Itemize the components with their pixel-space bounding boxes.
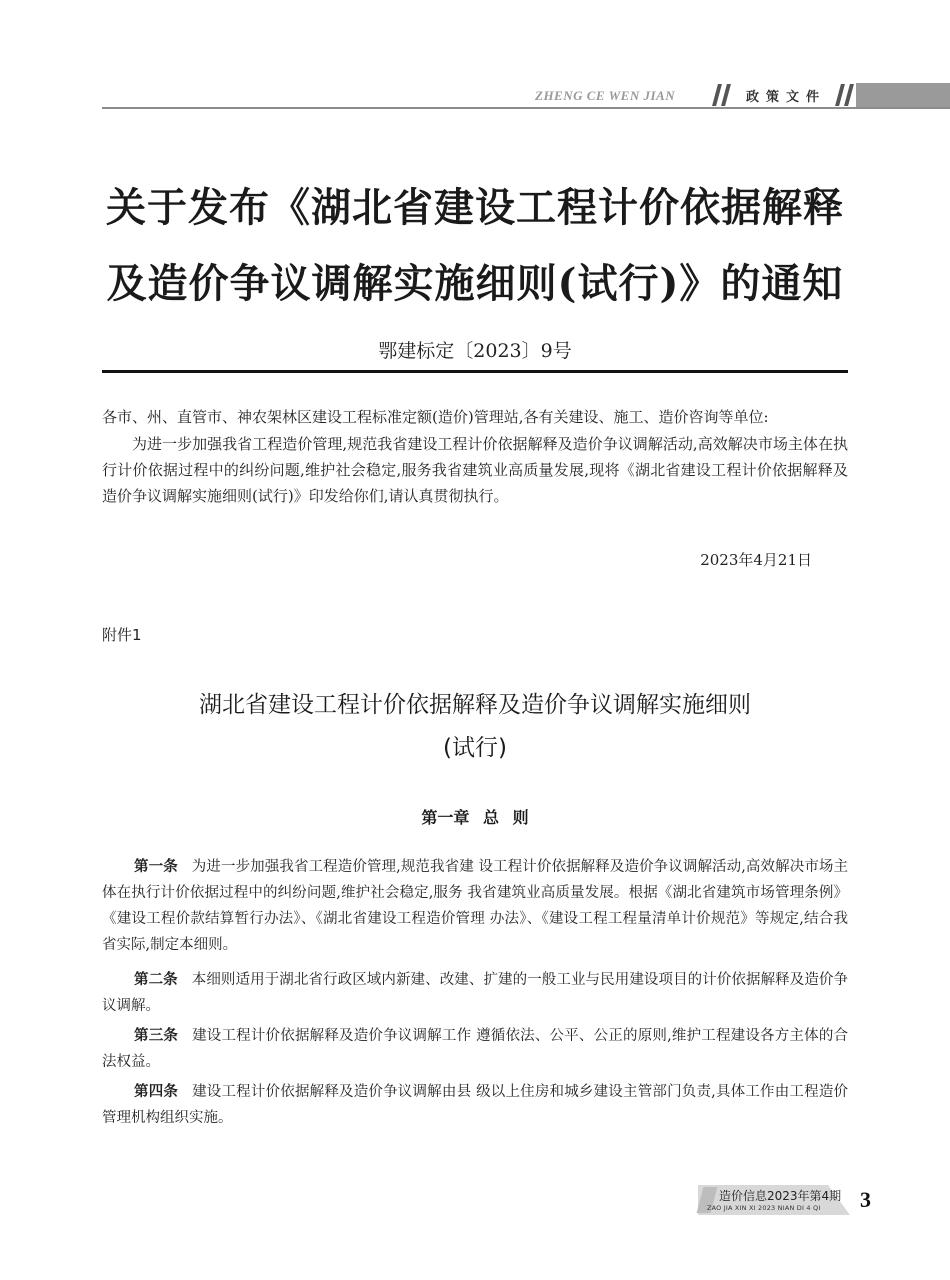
article-label: 第四条	[134, 1084, 179, 1100]
article-text: 为进一步加强我省工程造价管理,规范我省建 设工程计价依据解释及造价争议调解活动,高效解决市场主 体在执行计价依据过程中的纠纷问题,维护社会稳定,服务 我省建筑业高质量发展。根据《湖北省建筑市场管理条例》《建设工程价款结算暂行办法》、《湖北省建设工程造价管理 办法》、《建设工程工程量清单计价规范》等规定,结合我省实际,制定本细则。	[102, 859, 849, 953]
article-label: 第一条	[134, 859, 178, 875]
article	[102, 967, 848, 1019]
header-gray-band	[856, 83, 950, 107]
article-label: 第三条	[134, 1028, 179, 1044]
header-slash-decoration	[721, 84, 731, 106]
article-text: 建设工程计价依据解释及造价争议调解由县 级以上住房和城乡建设主管部门负责,具体工作由工程造价管理机构组织实施。	[102, 1084, 849, 1126]
article	[102, 1023, 848, 1075]
header-rule	[102, 107, 950, 109]
footer-journal-pinyin: ZAO JIA XIN XI 2023 NIAN DI 4 QI	[707, 1204, 821, 1212]
attachment-label: 附件1	[102, 626, 142, 644]
article-text: 本细则适用于湖北省行政区域内新建、改建、扩建的一般工业与民用建设项目的计价依据解释及造价争议调解。	[102, 972, 849, 1014]
notice-title-line2: 及造价争议调解实施细则(试行)》的通知	[106, 260, 844, 307]
article-label: 第二条	[134, 972, 178, 988]
notice-title-line1: 关于发布《湖北省建设工程计价依据解释	[106, 184, 844, 231]
page-number: 3	[860, 1187, 871, 1212]
title-divider	[102, 370, 848, 373]
article-text: 建设工程计价依据解释及造价争议调解工作 遵循依法、公平、公正的原则,维护工程建设各方主体的合法权益。	[102, 1028, 849, 1070]
attachment-title: 湖北省建设工程计价依据解释及造价争议调解实施细则	[199, 692, 751, 718]
notice-addressee: 各市、州、直管市、神农架林区建设工程标准定额(造价)管理站,各有关建设、施工、造价咨询等单位:	[102, 408, 769, 426]
header-pinyin: ZHENG CE WEN JIAN	[535, 88, 676, 103]
article	[102, 1079, 848, 1131]
chapter-heading: 第一章 总 则	[421, 808, 529, 827]
notice-date: 2023年4月21日	[700, 551, 812, 569]
document-number: 鄂建标定〔2023〕9号	[378, 340, 572, 362]
header-slash-decoration	[712, 84, 722, 106]
notice-body: 为进一步加强我省工程造价管理,规范我省建设工程计价依据解释及造价争议调解活动,高效解决市场主体在执行计价依据过程中的纠纷问题,维护社会稳定,服务我省建筑业高质量发展,现将《湖北省建设工程计价依据解释及造价争议调解实施细则(试行)》印发给你们,请认真贯彻执行。	[102, 435, 848, 505]
header-slash-decoration	[835, 84, 845, 106]
footer-journal-name: 造价信息2023年第4期	[719, 1189, 842, 1203]
article	[102, 854, 848, 958]
attachment-title-suffix: (试行)	[443, 735, 507, 761]
header-section-label: 政策文件	[746, 90, 827, 105]
header-slash-decoration	[844, 84, 854, 106]
